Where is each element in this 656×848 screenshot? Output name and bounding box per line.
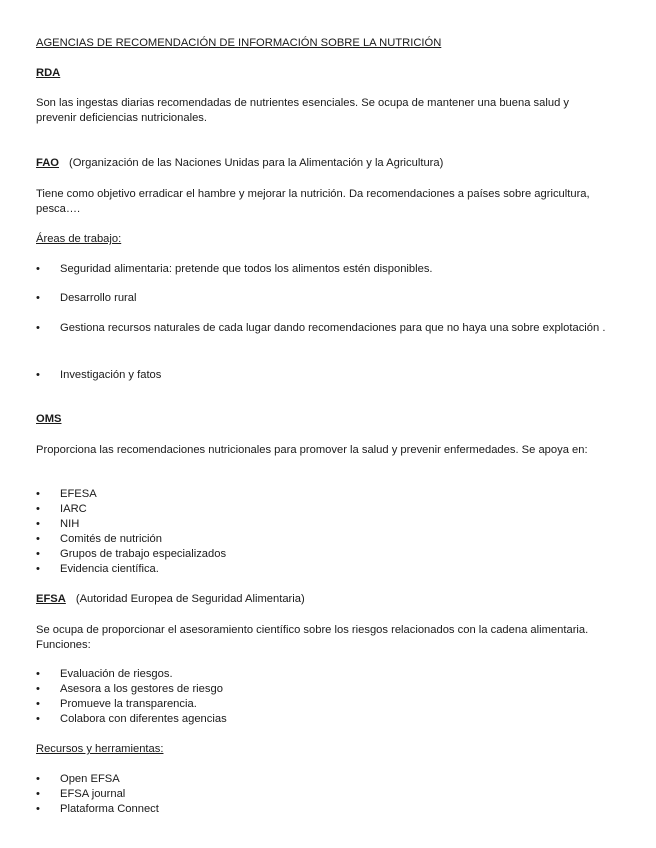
rda-heading: RDA xyxy=(36,67,61,79)
oms-supports-list xyxy=(36,487,608,577)
fao-description: Tiene como objetivo erradicar el hambre y mejorar la nutrición. Da recomendaciones a países sobre agricultura, pesca…. xyxy=(36,188,590,215)
fao-areas-heading: Áreas de trabajo: xyxy=(36,233,122,245)
efsa-resources-heading: Recursos y herramientas: xyxy=(36,743,164,755)
list-item: • Comités de nutrición xyxy=(36,532,608,547)
list-item: • EFESA xyxy=(36,487,608,502)
efsa-resources-list xyxy=(36,772,608,817)
list-item: • Seguridad alimentaria: pretende que todos los alimentos estén disponibles. xyxy=(36,262,608,277)
fao-areas-list xyxy=(36,262,608,277)
list-item: • Colabora con diferentes agencias xyxy=(36,712,608,727)
list-item: • EFSA journal xyxy=(36,787,608,802)
list-item: • Evaluación de riesgos. xyxy=(36,667,608,682)
fao-areas-list xyxy=(36,291,608,306)
rda-description: Son las ingestas diarias recomendadas de nutrientes esenciales. Se ocupa de mantener una buena salud y prevenir deficiencias nutricionales. xyxy=(36,97,569,124)
efsa-heading: EFSA xyxy=(36,593,66,605)
efsa-functions-list xyxy=(36,667,608,727)
list-item: • Asesora a los gestores de riesgo xyxy=(36,682,608,697)
oms-heading: OMS xyxy=(36,413,62,425)
list-item: • Desarrollo rural xyxy=(36,291,608,306)
efsa-heading-line xyxy=(36,592,608,607)
fao-heading-line xyxy=(36,156,608,171)
efsa-description: Se ocupa de proporcionar el asesoramiento científico sobre los riesgos relacionados con la cadena alimentaria. Funciones: xyxy=(36,624,589,651)
page-title: AGENCIAS DE RECOMENDACIÓN DE INFORMACIÓN SOBRE LA NUTRICIÓN xyxy=(36,37,442,49)
list-item: • NIH xyxy=(36,517,608,532)
list-item: • Investigación y fatos xyxy=(36,368,608,383)
list-item: • IARC xyxy=(36,502,608,517)
list-item: • Plataforma Connect xyxy=(36,802,608,817)
fao-areas-list xyxy=(36,321,608,336)
list-item: • Evidencia científica. xyxy=(36,562,608,577)
fao-areas-list xyxy=(36,368,608,383)
efsa-subtitle: (Autoridad Europea de Seguridad Alimentaria) xyxy=(75,593,305,605)
list-item: • Open EFSA xyxy=(36,772,608,787)
list-item: • Grupos de trabajo especializados xyxy=(36,547,608,562)
fao-heading: FAO xyxy=(36,157,59,169)
list-item: • Promueve la transparencia. xyxy=(36,697,608,712)
oms-description: Proporciona las recomendaciones nutricionales para promover la salud y prevenir enfermedades. Se apoya en: xyxy=(36,444,588,456)
list-item: • Gestiona recursos naturales de cada lugar dando recomendaciones para que no haya una sobre explotación . xyxy=(36,321,608,336)
fao-subtitle: (Organización de las Naciones Unidas para la Alimentación y la Agricultura) xyxy=(69,157,444,169)
